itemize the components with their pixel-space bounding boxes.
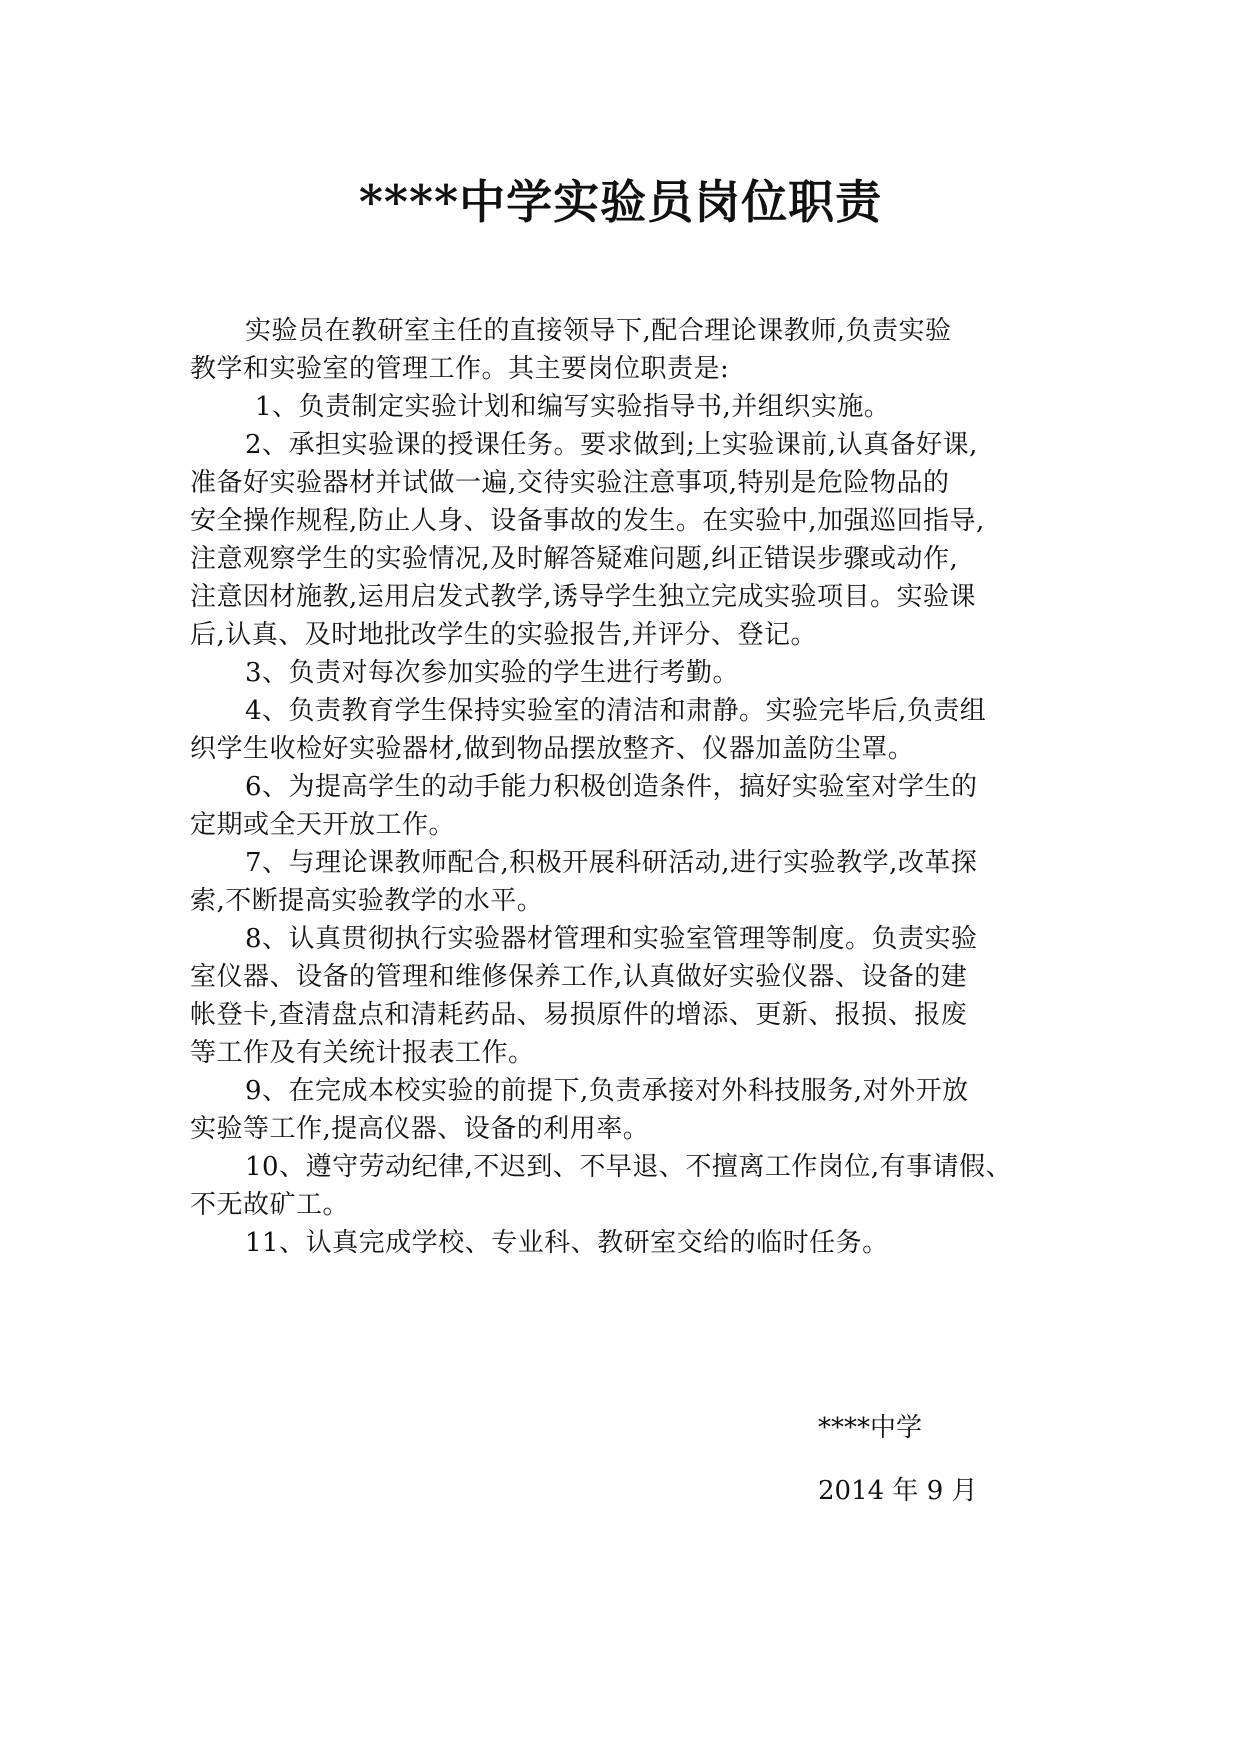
paragraph-line: 实验等工作,提高仪器、设备的利用率。	[190, 1114, 650, 1144]
paragraph-line: 10、遵守劳动纪律,不迟到、不早退、不擅离工作岗位,有事请假、	[245, 1152, 1013, 1182]
signature-date: 2014 年 9 月	[818, 1476, 978, 1506]
paragraph-line: 7、与理论课教师配合,积极开展科研活动,进行实验教学,改革探	[245, 848, 978, 878]
paragraph-line: 准备好实验器材并试做一遍,交待实验注意事项,特别是危险物品的	[190, 468, 950, 498]
paragraph-line: 织学生收检好实验器材,做到物品摆放整齐、仪器加盖防尘罩。	[190, 734, 915, 764]
paragraph-line: 等工作及有关统计报表工作。	[190, 1038, 535, 1068]
paragraph-line: 9、在完成本校实验的前提下,负责承接对外科技服务,对外开放	[245, 1076, 969, 1106]
paragraph-line: 8、认真贯彻执行实验器材管理和实验室管理等制度。负责实验	[245, 924, 978, 954]
paragraph-line: 教学和实验室的管理工作。其主要岗位职责是:	[190, 354, 730, 384]
paragraph-line: 1、负责制定实验计划和编写实验指导书,并组织实施。	[255, 392, 891, 422]
paragraph-line: 3、负责对每次参加实验的学生进行考勤。	[245, 658, 740, 688]
paragraph-line: 实验员在教研室主任的直接领导下,配合理论课教师,负责实验	[245, 316, 952, 346]
paragraph-line: 帐登卡,查清盘点和清耗药品、易损原件的增添、更新、报损、报废	[190, 1000, 968, 1030]
paragraph-line: 定期或全天开放工作。	[190, 810, 456, 840]
paragraph-line: 后,认真、及时地批改学生的实验报告,并评分、登记。	[190, 620, 818, 650]
paragraph-line: 4、负责教育学生保持实验室的清洁和肃静。实验完毕后,负责组	[245, 696, 987, 726]
document-title: ****中学实验员岗位职责	[358, 175, 883, 229]
signature-organization: ****中学	[818, 1413, 923, 1443]
document-body	[190, 312, 1070, 1262]
paragraph-line: 6、为提高学生的动手能力积极创造条件，搞好实验室对学生的	[245, 772, 978, 802]
paragraph-line: 注意观察学生的实验情况,及时解答疑难问题,纠正错误步骤或动作,	[190, 544, 959, 574]
paragraph-line: 不无故矿工。	[190, 1190, 350, 1220]
paragraph-line: 注意因材施教,运用启发式教学,诱导学生独立完成实验项目。实验课	[190, 582, 977, 612]
paragraph-line: 室仪器、设备的管理和维修保养工作,认真做好实验仪器、设备的建	[190, 962, 968, 992]
paragraph-line: 索,不断提高实验教学的水平。	[190, 886, 544, 916]
paragraph-line: 2、承担实验课的授课任务。要求做到;上实验课前,认真备好课,	[245, 430, 978, 460]
paragraph-line: 安全操作规程,防止人身、设备事故的发生。在实验中,加强巡回指导,	[190, 506, 985, 536]
paragraph-line: 11、认真完成学校、专业科、教研室交给的临时任务。	[245, 1228, 889, 1258]
